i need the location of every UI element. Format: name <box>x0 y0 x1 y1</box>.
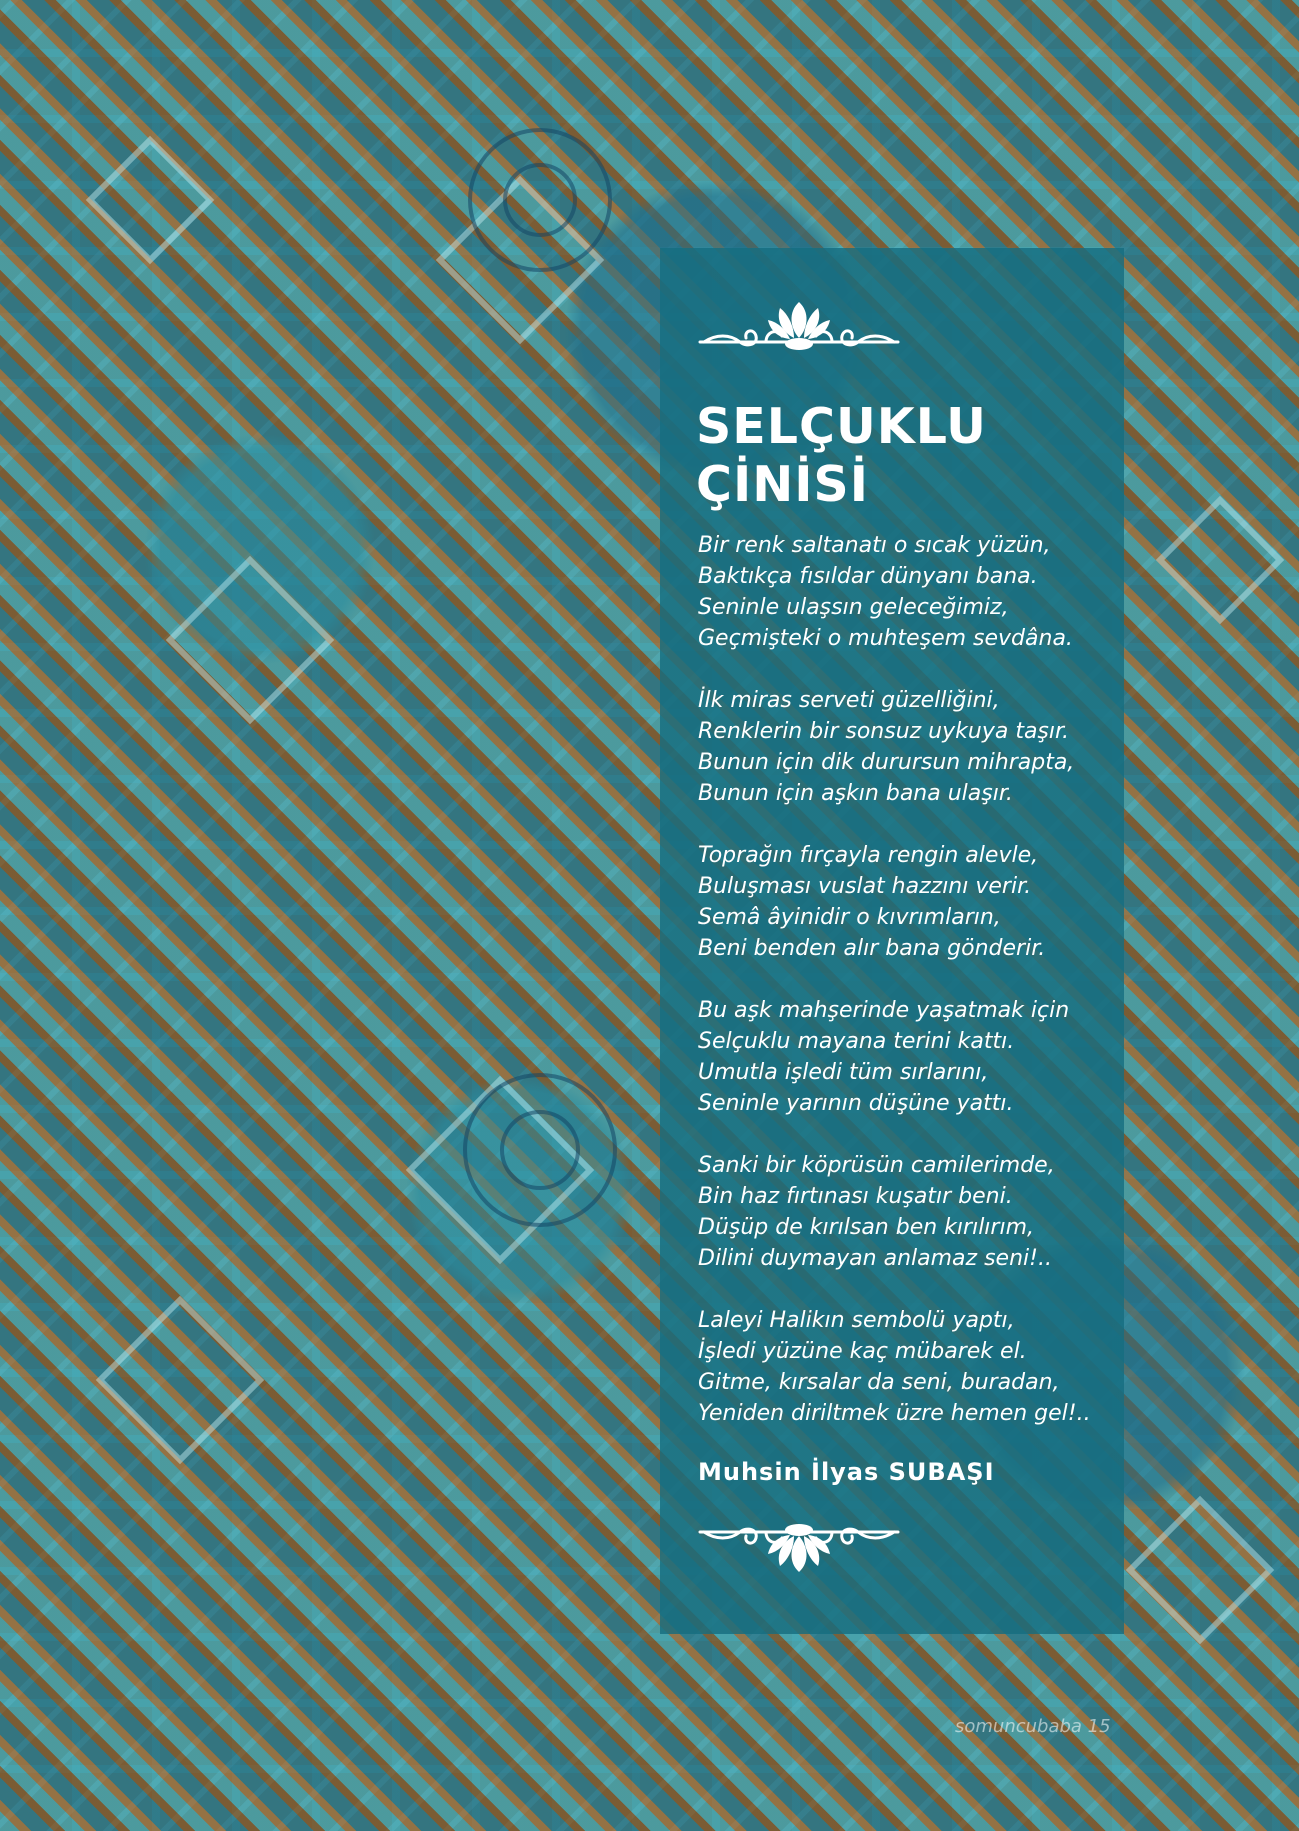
poem-title-line-1: SELÇUKLU <box>696 398 987 455</box>
verse-line: Gitme, kırsalar da seni, buradan, <box>698 1370 1060 1395</box>
verse-line: İşledi yüzüne kaç mübarek el. <box>698 1339 1027 1364</box>
verse-line: Seninle yarının düşüne yattı. <box>698 1091 1014 1116</box>
verse-line: Geçmişteki o muhteşem sevdâna. <box>698 626 1073 651</box>
verse-line: İlk miras serveti güzelliğini, <box>698 688 1000 713</box>
verse-line: Bunun için dik durursun mihrapta, <box>698 750 1075 775</box>
stanza-4 <box>698 995 1108 1119</box>
verse-line: Yeniden diriltmek üzre hemen gel!.. <box>698 1401 1091 1426</box>
verse-line: Dilini duymayan anlamaz seni!.. <box>698 1246 1052 1271</box>
verse-line: Semâ âyinidir o kıvrımların, <box>698 905 1001 930</box>
verse-line: Selçuklu mayana terini kattı. <box>698 1029 1015 1054</box>
stanza-2 <box>698 685 1108 809</box>
poem-title-line-2: ÇİNİSİ <box>696 456 869 513</box>
poem-title <box>696 398 1096 514</box>
verse-line: Bir renk saltanatı o sıcak yüzün, <box>698 533 1051 558</box>
verse-line: Seninle ulaşsın geleceğimiz, <box>698 595 1009 620</box>
verse-line: Bin haz fırtınası kuşatır beni. <box>698 1184 1013 1209</box>
palmette-scroll-ornament-icon <box>696 1516 902 1576</box>
verse-line: Bunun için aşkın bana ulaşır. <box>698 781 1013 806</box>
poem-author: Muhsin İlyas SUBAŞI <box>698 1458 995 1486</box>
verse-line: Toprağın fırçayla rengin alevle, <box>698 843 1039 868</box>
page-number: somuncubaba 15 <box>955 1716 1111 1737</box>
verse-line: Bu aşk mahşerinde yaşatmak için <box>698 998 1070 1023</box>
verse-line: Buluşması vuslat hazzını verir. <box>698 874 1032 899</box>
verse-line: Renklerin bir sonsuz uykuya taşır. <box>698 719 1070 744</box>
stanza-5 <box>698 1150 1108 1274</box>
verse-line: Laleyi Halikın sembolü yaptı, <box>698 1308 1015 1333</box>
poem-stanzas <box>698 530 1108 1460</box>
verse-line: Beni benden alır bana gönderir. <box>698 936 1046 961</box>
stanza-6 <box>698 1305 1108 1429</box>
palmette-scroll-ornament-icon <box>696 298 902 358</box>
stanza-1 <box>698 530 1108 654</box>
verse-line: Düşüp de kırılsan ben kırılırım, <box>698 1215 1034 1240</box>
verse-line: Sanki bir köprüsün camilerimde, <box>698 1153 1055 1178</box>
verse-line: Baktıkça fısıldar dünyanı bana. <box>698 564 1038 589</box>
verse-line: Umutla işledi tüm sırlarını, <box>698 1060 989 1085</box>
poem-panel <box>660 248 1124 1634</box>
stanza-3 <box>698 840 1108 964</box>
